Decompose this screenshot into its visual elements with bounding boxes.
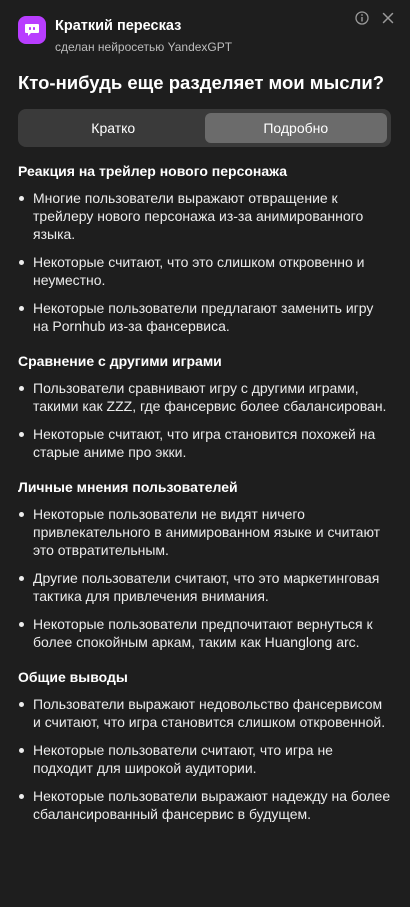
summary-mode-tabs (18, 109, 391, 147)
list-item: Некоторые пользователи предлагают заменить игру на Pornhub из-за фансервиса. (18, 299, 392, 335)
list-item: Некоторые считают, что игра становится похожей на старые аниме про экки. (18, 425, 392, 461)
app-title: Краткий пересказ (55, 18, 182, 34)
bullet-list (18, 189, 392, 335)
summary-section (18, 161, 392, 335)
list-item: Некоторые пользователи не видят ничего привлекательного в анимированном языке и считают это отвратительным. (18, 505, 392, 559)
section-heading: Общие выводы (18, 669, 128, 685)
bullet-list (18, 695, 392, 823)
list-item: Пользователи выражают недовольство фансервисом и считают, что игра становится слишком откровенной. (18, 695, 392, 731)
page-title: Кто-нибудь еще разделяет мои мысли? (18, 72, 384, 93)
bullet-list (18, 379, 392, 461)
list-item: Некоторые пользователи выражают надежду на более сбалансированный фансервис в будущем. (18, 787, 392, 823)
tab-detailed[interactable]: Подробно (205, 113, 388, 143)
list-item: Некоторые пользователи считают, что игра не подходит для широкой аудитории. (18, 741, 392, 777)
summary-section (18, 667, 392, 823)
list-item: Другие пользователи считают, что это маркетинговая тактика для привлечения внимания. (18, 569, 392, 605)
list-item: Пользователи сравнивают игру с другими играми, такими как ZZZ, где фансервис более сбалансирован. (18, 379, 392, 415)
app-logo (18, 16, 46, 44)
list-item: Некоторые считают, что это слишком откровенно и неуместно. (18, 253, 392, 289)
summary-section (18, 477, 392, 651)
list-item: Некоторые пользователи предпочитают вернуться к более спокойным аркам, таким как Huanglong arc. (18, 615, 392, 651)
chat-bubble-icon (23, 21, 41, 39)
info-icon[interactable] (352, 8, 372, 28)
section-heading: Сравнение с другими играми (18, 353, 222, 369)
section-heading: Реакция на трейлер нового персонажа (18, 163, 288, 179)
summary-content (18, 161, 392, 839)
summary-header (18, 15, 398, 55)
section-heading: Личные мнения пользователей (18, 479, 238, 495)
list-item: Многие пользователи выражают отвращение к трейлеру нового персонажа из-за анимированного языка. (18, 189, 392, 243)
summary-section (18, 351, 392, 461)
close-icon[interactable] (378, 8, 398, 28)
tab-brief[interactable]: Кратко (91, 120, 136, 136)
bullet-list (18, 505, 392, 651)
app-subtitle: сделан нейросетью YandexGPT (55, 40, 233, 54)
